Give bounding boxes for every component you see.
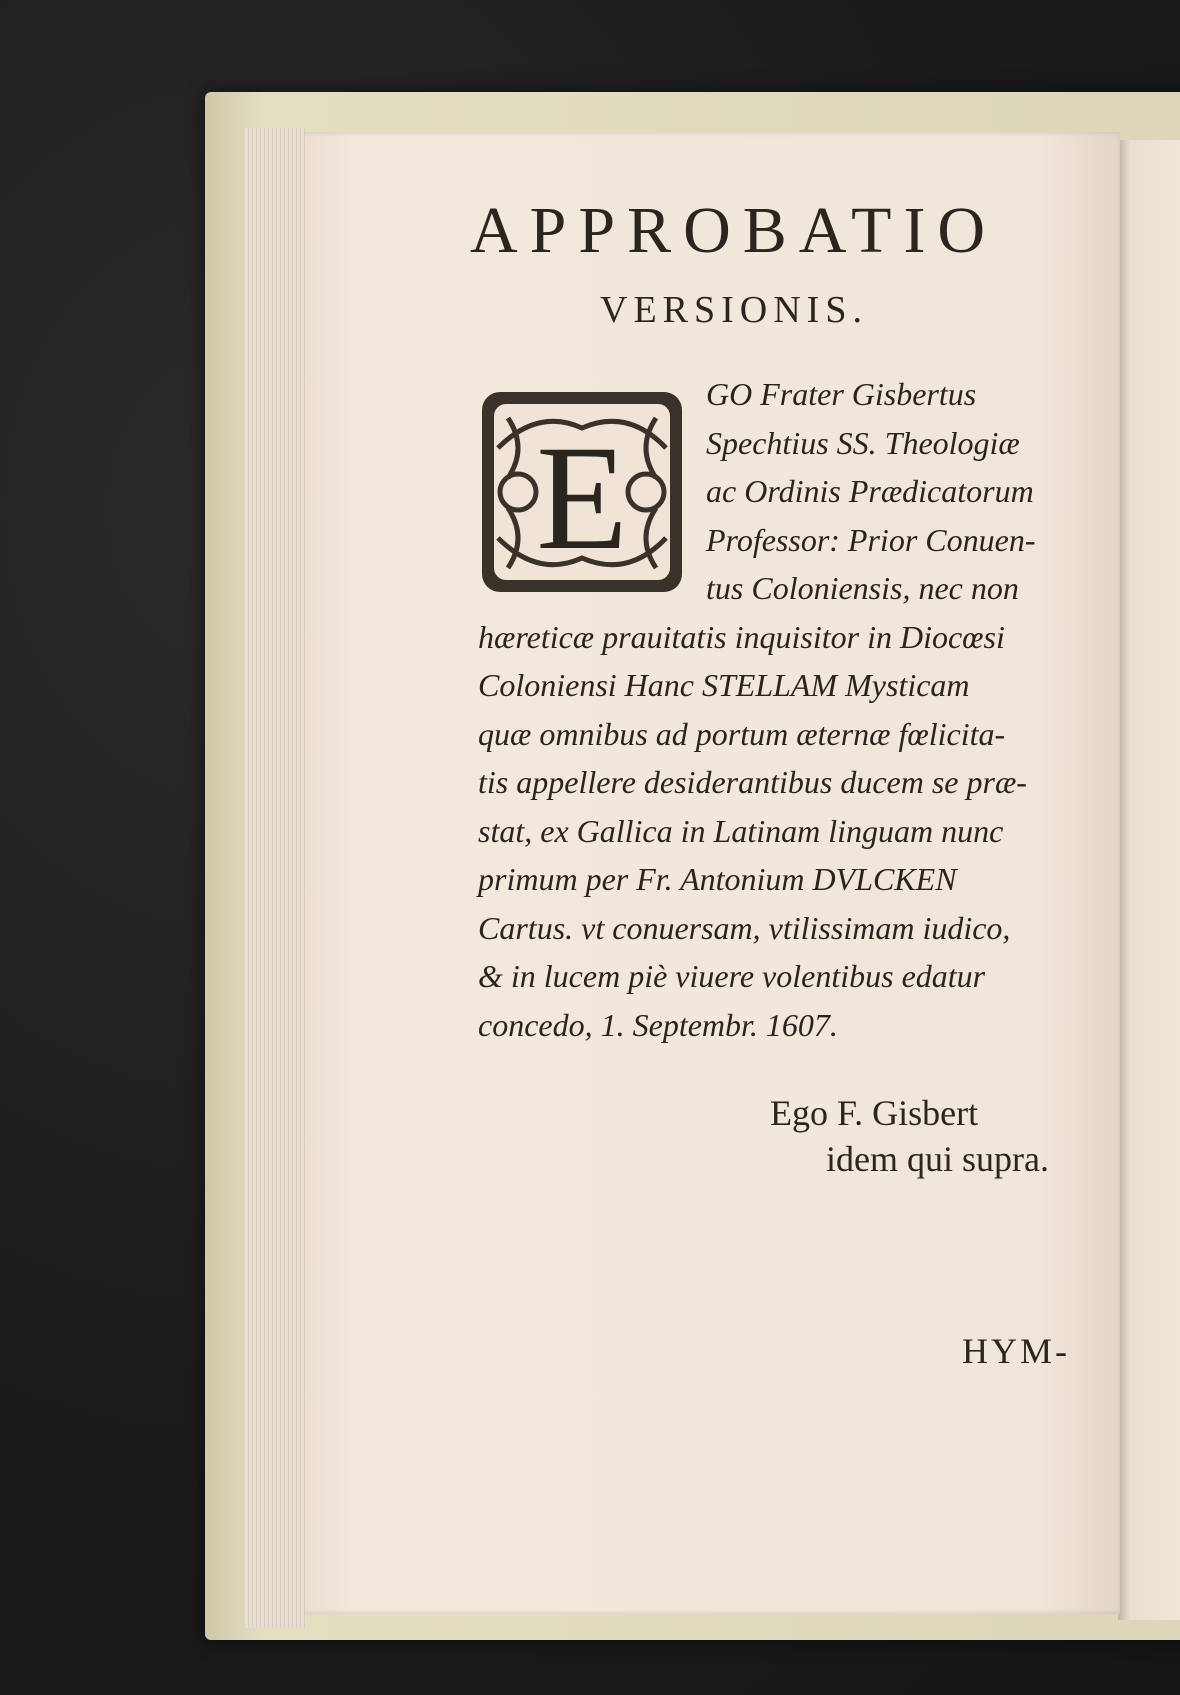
text-line: concedo, 1. Septembr. 1607. [478,1006,838,1043]
text-line: primum per Fr. Antonium DVLCKEN [478,861,957,897]
signature-line-2: idem qui supra. [826,1139,1049,1179]
text-line: ac Ordinis Prædicatorum [706,473,1034,509]
initial-letter-glyph: E [536,415,628,581]
signature-line-1: Ego F. Gisbert [770,1093,979,1133]
facing-page-edge [1118,140,1180,1620]
text-line: Coloniensi Hanc STELLAM Mysticam [478,667,970,703]
text-line: Spechtius SS. Theologiæ [706,424,1020,461]
text-line: tis appellere desiderantibus ducem se præ- [478,764,1027,800]
text-line: stat, ex Gallica in Latinam linguam nunc [478,812,1004,849]
catchword: HYM- [962,1331,1070,1371]
approbation-text [478,370,1088,1049]
text-line: Professor: Prior Conuen- [706,521,1036,558]
text-line: hæreticæ prauitatis inquisitor in Diocœsi [478,618,1005,655]
page-subtitle: VERSIONIS. [600,289,868,331]
text-line: & in lucem piè viuere volentibus edatur [478,958,986,994]
text-line: quæ omnibus ad portum æternæ fœlicita- [478,715,1006,752]
page-edges [245,128,305,1628]
text-line: Cartus. vt conuersam, vtilissimam iudico, [478,909,1011,946]
text-line: GO Frater Gisbertus [706,376,977,412]
text-line: tus Coloniensis, nec non [706,570,1019,606]
page-title: APPROBATIO [470,194,998,267]
signature-block [770,1090,1090,1182]
